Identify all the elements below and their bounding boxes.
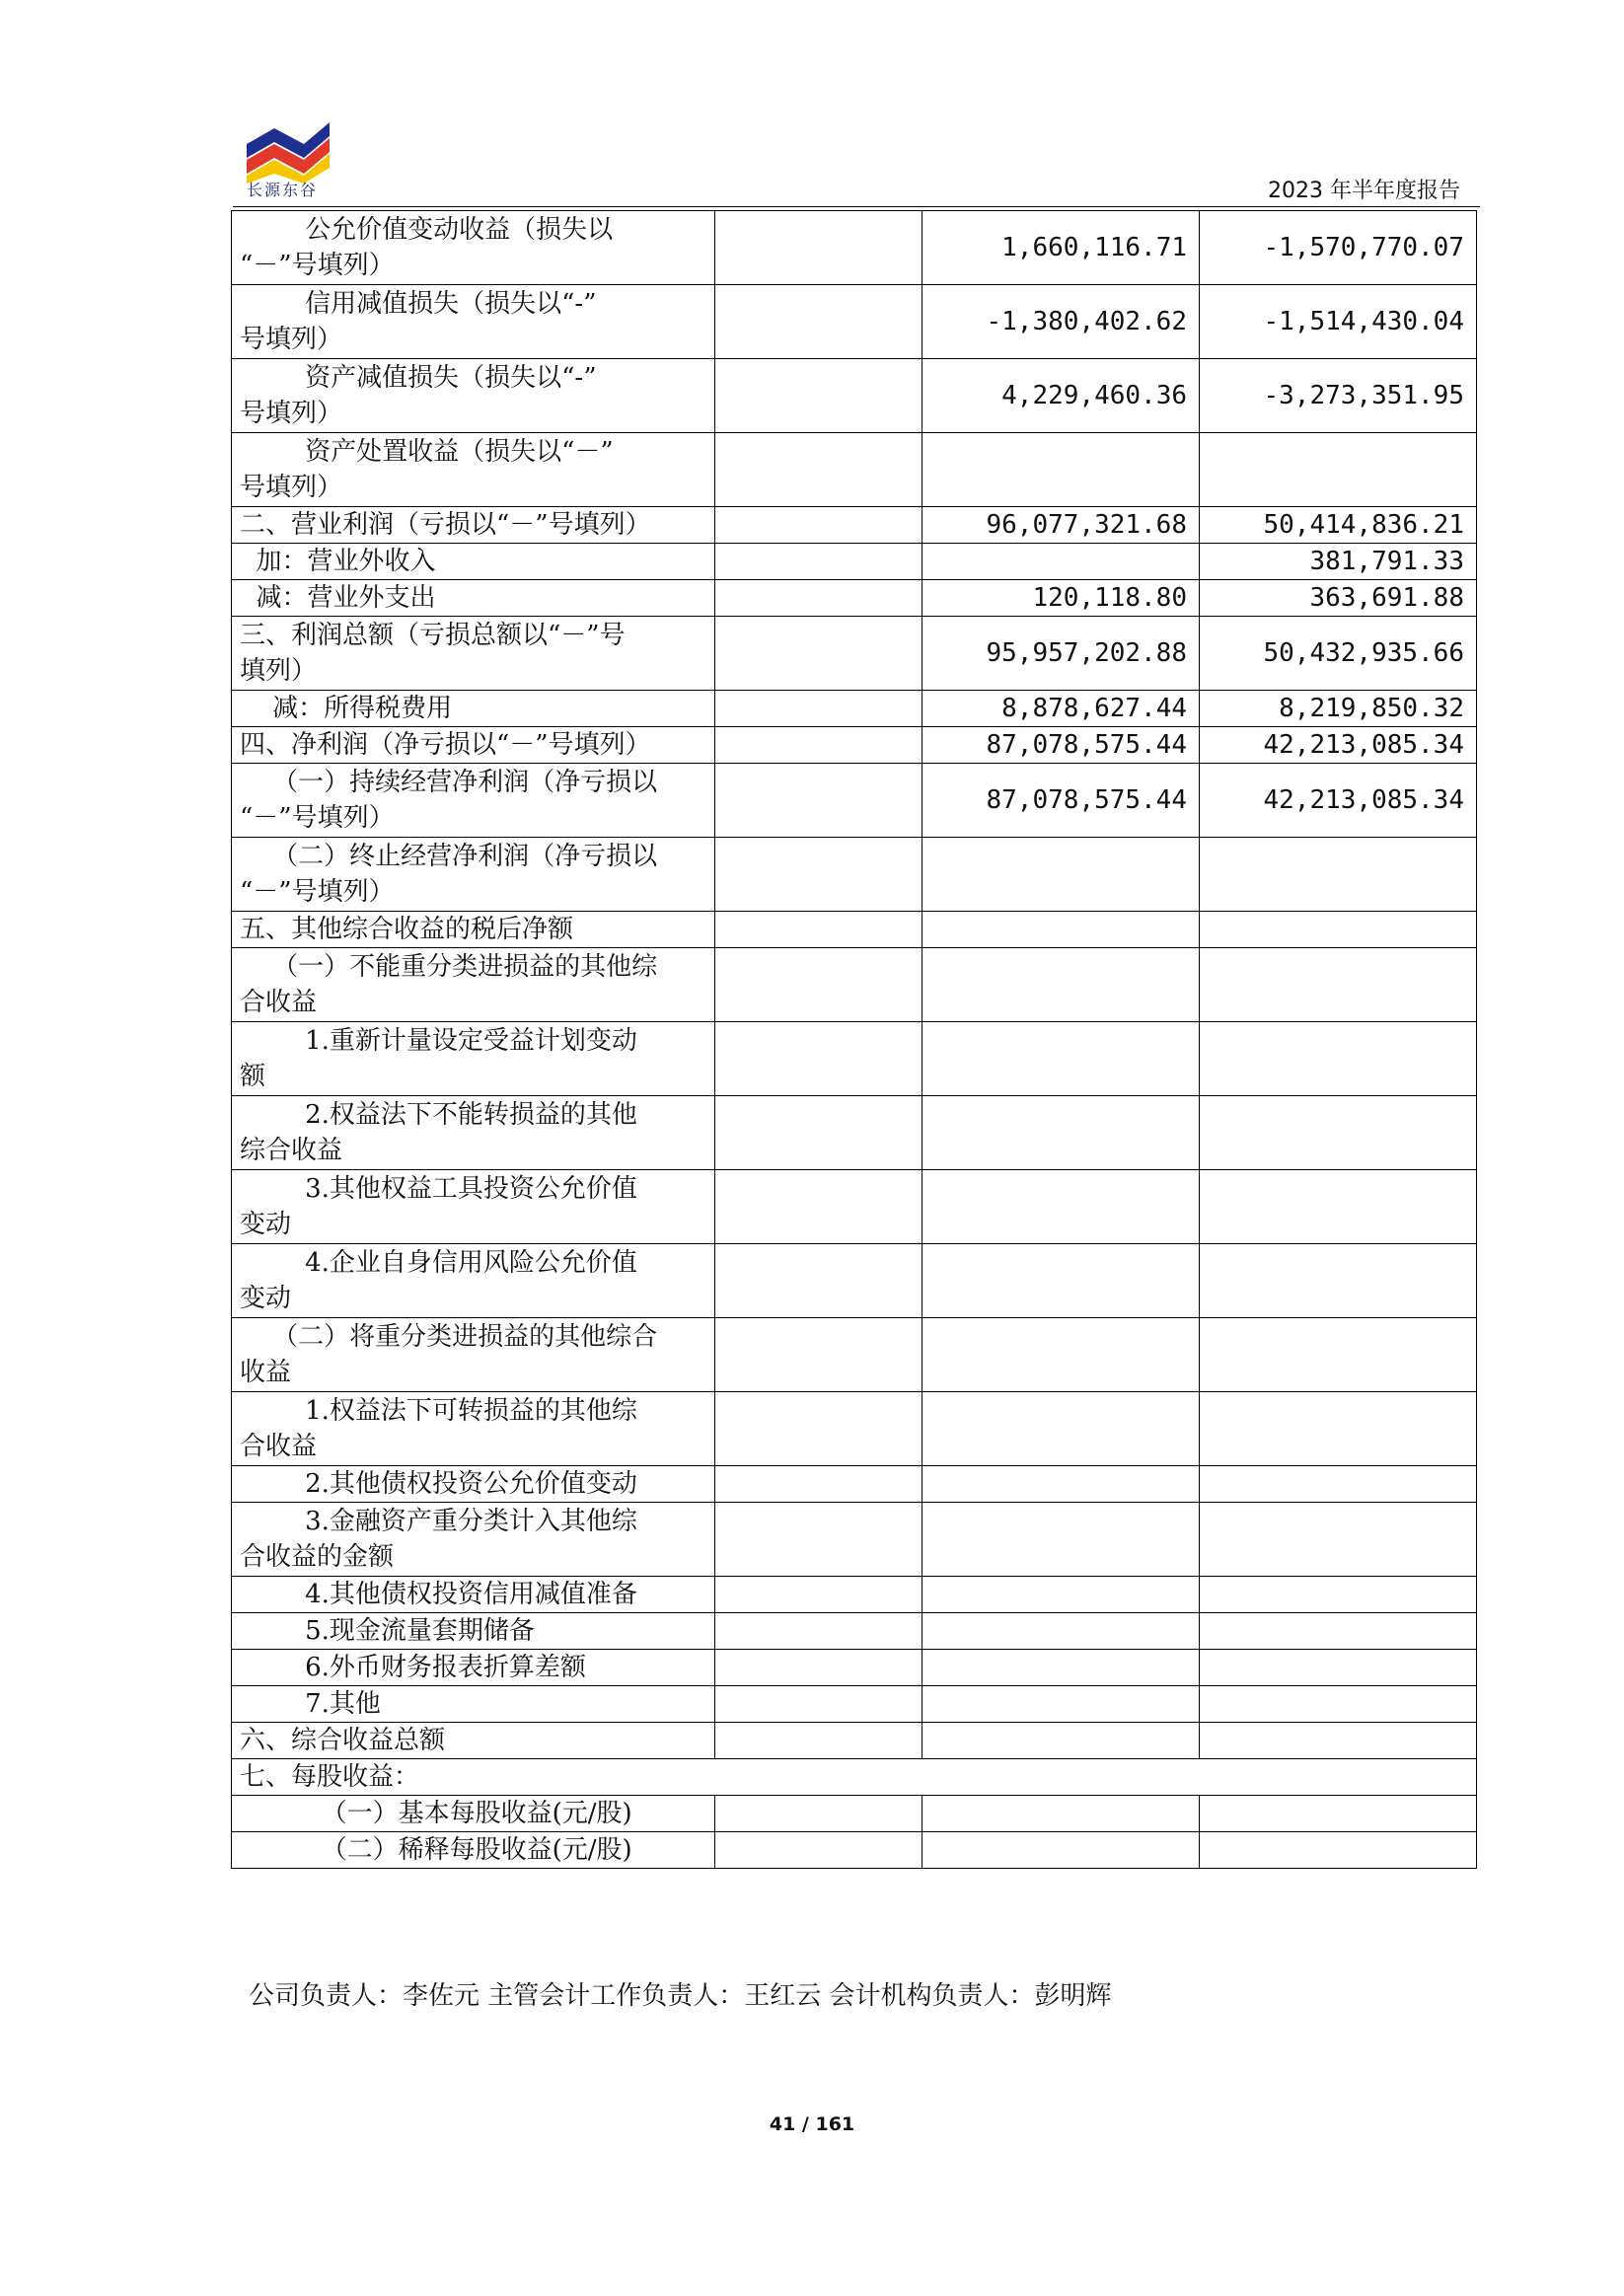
table-row (232, 838, 1477, 912)
table-row (232, 912, 1477, 948)
table-row (232, 1723, 1477, 1759)
eps-heading-row (232, 1759, 1477, 1796)
row-prior-amount (1200, 1466, 1477, 1503)
row-prior-amount: -1,514,430.04 (1200, 285, 1477, 359)
table-row (232, 1650, 1477, 1686)
table-row (232, 433, 1477, 507)
row-current-amount (923, 1613, 1200, 1650)
row-prior-amount: -1,570,770.07 (1200, 211, 1477, 285)
row-label: 1.权益法下可转损益的其他综 合收益 (232, 1392, 715, 1466)
row-current-amount: 95,957,202.88 (923, 617, 1200, 691)
row-label: 7.其他 (232, 1686, 715, 1723)
row-note-cell (715, 1466, 923, 1503)
row-label: 3.金融资产重分类计入其他综 合收益的金额 (232, 1503, 715, 1577)
table-row (232, 948, 1477, 1022)
row-note-cell (715, 1723, 923, 1759)
row-current-amount (923, 1244, 1200, 1318)
table-row (232, 285, 1477, 359)
row-note-cell (715, 1392, 923, 1466)
table-row (232, 544, 1477, 580)
header-rule (233, 206, 1480, 207)
row-label: （一）基本每股收益(元/股) (232, 1796, 715, 1832)
row-current-amount: 8,878,627.44 (923, 691, 1200, 727)
row-note-cell (715, 1686, 923, 1723)
row-prior-amount (1200, 1392, 1477, 1466)
row-note-cell (715, 1577, 923, 1613)
row-label: 五、其他综合收益的税后净额 (232, 912, 715, 948)
table-row (232, 691, 1477, 727)
row-current-amount (923, 912, 1200, 948)
table-row (232, 1466, 1477, 1503)
row-current-amount: 4,229,460.36 (923, 359, 1200, 433)
row-note-cell (715, 285, 923, 359)
row-current-amount (923, 1466, 1200, 1503)
row-prior-amount (1200, 1723, 1477, 1759)
table-row (232, 727, 1477, 764)
row-current-amount (923, 1686, 1200, 1723)
row-label: （二）终止经营净利润（净亏损以 “－”号填列） (232, 838, 715, 912)
table-row (232, 1318, 1477, 1392)
row-note-cell (715, 912, 923, 948)
table-row (232, 507, 1477, 544)
table-row (232, 211, 1477, 285)
row-prior-amount: -3,273,351.95 (1200, 359, 1477, 433)
report-title: 2023 年半年度报告 (1268, 179, 1460, 203)
row-label: 公允价值变动收益（损失以 “－”号填列） (232, 211, 715, 285)
row-prior-amount (1200, 912, 1477, 948)
eps-heading: 七、每股收益： (232, 1759, 1477, 1796)
row-note-cell (715, 359, 923, 433)
table-row (232, 359, 1477, 433)
row-current-amount (923, 948, 1200, 1022)
row-note-cell (715, 433, 923, 507)
row-note-cell (715, 764, 923, 838)
table-row (232, 580, 1477, 617)
row-label: 减：营业外支出 (232, 580, 715, 617)
row-current-amount (923, 433, 1200, 507)
row-current-amount (923, 1022, 1200, 1096)
logo-text: 长源东谷 (247, 181, 319, 199)
row-note-cell (715, 1832, 923, 1869)
row-note-cell (715, 507, 923, 544)
row-current-amount: 1,660,116.71 (923, 211, 1200, 285)
row-label: 资产处置收益（损失以“－” 号填列） (232, 433, 715, 507)
row-prior-amount (1200, 948, 1477, 1022)
row-note-cell (715, 948, 923, 1022)
table-row (232, 1577, 1477, 1613)
row-label: 二、营业利润（亏损以“－”号填列） (232, 507, 715, 544)
row-note-cell (715, 1022, 923, 1096)
row-label: 3.其他权益工具投资公允价值 变动 (232, 1170, 715, 1244)
row-current-amount (923, 1318, 1200, 1392)
table-row (232, 1244, 1477, 1318)
row-label: （一）持续经营净利润（净亏损以 “－”号填列） (232, 764, 715, 838)
row-note-cell (715, 211, 923, 285)
row-note-cell (715, 1170, 923, 1244)
row-prior-amount (1200, 1096, 1477, 1170)
row-prior-amount (1200, 1832, 1477, 1869)
table-row (232, 1613, 1477, 1650)
row-note-cell (715, 580, 923, 617)
row-prior-amount (1200, 1650, 1477, 1686)
row-label: （二）将重分类进损益的其他综合 收益 (232, 1318, 715, 1392)
row-prior-amount: 50,432,935.66 (1200, 617, 1477, 691)
row-prior-amount (1200, 1318, 1477, 1392)
row-note-cell (715, 1613, 923, 1650)
row-label: （二）稀释每股收益(元/股) (232, 1832, 715, 1869)
row-prior-amount (1200, 1022, 1477, 1096)
row-current-amount: 120,118.80 (923, 580, 1200, 617)
row-label: 4.企业自身信用风险公允价值 变动 (232, 1244, 715, 1318)
row-label: 2.其他债权投资公允价值变动 (232, 1466, 715, 1503)
row-prior-amount (1200, 838, 1477, 912)
table-row (232, 1832, 1477, 1869)
row-current-amount: 87,078,575.44 (923, 764, 1200, 838)
row-current-amount (923, 1650, 1200, 1686)
row-note-cell (715, 1503, 923, 1577)
row-note-cell (715, 1244, 923, 1318)
row-prior-amount (1200, 1503, 1477, 1577)
row-prior-amount (1200, 433, 1477, 507)
row-current-amount (923, 1577, 1200, 1613)
table-row (232, 1022, 1477, 1096)
row-label: 2.权益法下不能转损益的其他 综合收益 (232, 1096, 715, 1170)
row-label: 5.现金流量套期储备 (232, 1613, 715, 1650)
row-label: 四、净利润（净亏损以“－”号填列） (232, 727, 715, 764)
row-label: （一）不能重分类进损益的其他综 合收益 (232, 948, 715, 1022)
row-prior-amount: 42,213,085.34 (1200, 727, 1477, 764)
row-label: 三、利润总额（亏损总额以“－”号 填列） (232, 617, 715, 691)
row-note-cell (715, 1650, 923, 1686)
table-row (232, 617, 1477, 691)
row-label: 加：营业外收入 (232, 544, 715, 580)
row-prior-amount: 42,213,085.34 (1200, 764, 1477, 838)
row-label: 资产减值损失（损失以“-” 号填列） (232, 359, 715, 433)
income-statement-table (231, 210, 1477, 1869)
row-current-amount (923, 1392, 1200, 1466)
row-label: 减：所得税费用 (232, 691, 715, 727)
row-prior-amount: 50,414,836.21 (1200, 507, 1477, 544)
row-prior-amount (1200, 1170, 1477, 1244)
row-current-amount: -1,380,402.62 (923, 285, 1200, 359)
table-row (232, 1392, 1477, 1466)
row-label: 4.其他债权投资信用减值准备 (232, 1577, 715, 1613)
row-current-amount (923, 838, 1200, 912)
row-current-amount (923, 1096, 1200, 1170)
row-note-cell (715, 1318, 923, 1392)
row-label: 信用减值损失（损失以“-” 号填列） (232, 285, 715, 359)
table-row (232, 1170, 1477, 1244)
table-row (232, 1096, 1477, 1170)
row-prior-amount (1200, 1686, 1477, 1723)
row-note-cell (715, 691, 923, 727)
page-number: 41 / 161 (769, 2113, 855, 2135)
row-note-cell (715, 544, 923, 580)
row-prior-amount (1200, 1244, 1477, 1318)
row-prior-amount (1200, 1613, 1477, 1650)
row-note-cell (715, 1096, 923, 1170)
row-current-amount: 87,078,575.44 (923, 727, 1200, 764)
row-current-amount (923, 1832, 1200, 1869)
table-row (232, 764, 1477, 838)
row-prior-amount (1200, 1796, 1477, 1832)
row-note-cell (715, 617, 923, 691)
row-current-amount: 96,077,321.68 (923, 507, 1200, 544)
row-label: 六、综合收益总额 (232, 1723, 715, 1759)
table-row (232, 1796, 1477, 1832)
row-prior-amount: 381,791.33 (1200, 544, 1477, 580)
table-row (232, 1503, 1477, 1577)
row-note-cell (715, 838, 923, 912)
row-label: 6.外币财务报表折算差额 (232, 1650, 715, 1686)
signatures: 公司负责人：李佐元 主管会计工作负责人：王红云 会计机构负责人：彭明辉 (249, 1981, 1112, 2011)
row-note-cell (715, 1796, 923, 1832)
row-note-cell (715, 727, 923, 764)
row-current-amount (923, 1796, 1200, 1832)
table-row (232, 1686, 1477, 1723)
row-label: 1.重新计量设定受益计划变动 额 (232, 1022, 715, 1096)
row-prior-amount: 8,219,850.32 (1200, 691, 1477, 727)
row-current-amount (923, 544, 1200, 580)
row-prior-amount: 363,691.88 (1200, 580, 1477, 617)
row-current-amount (923, 1723, 1200, 1759)
row-current-amount (923, 1503, 1200, 1577)
row-current-amount (923, 1170, 1200, 1244)
row-prior-amount (1200, 1577, 1477, 1613)
